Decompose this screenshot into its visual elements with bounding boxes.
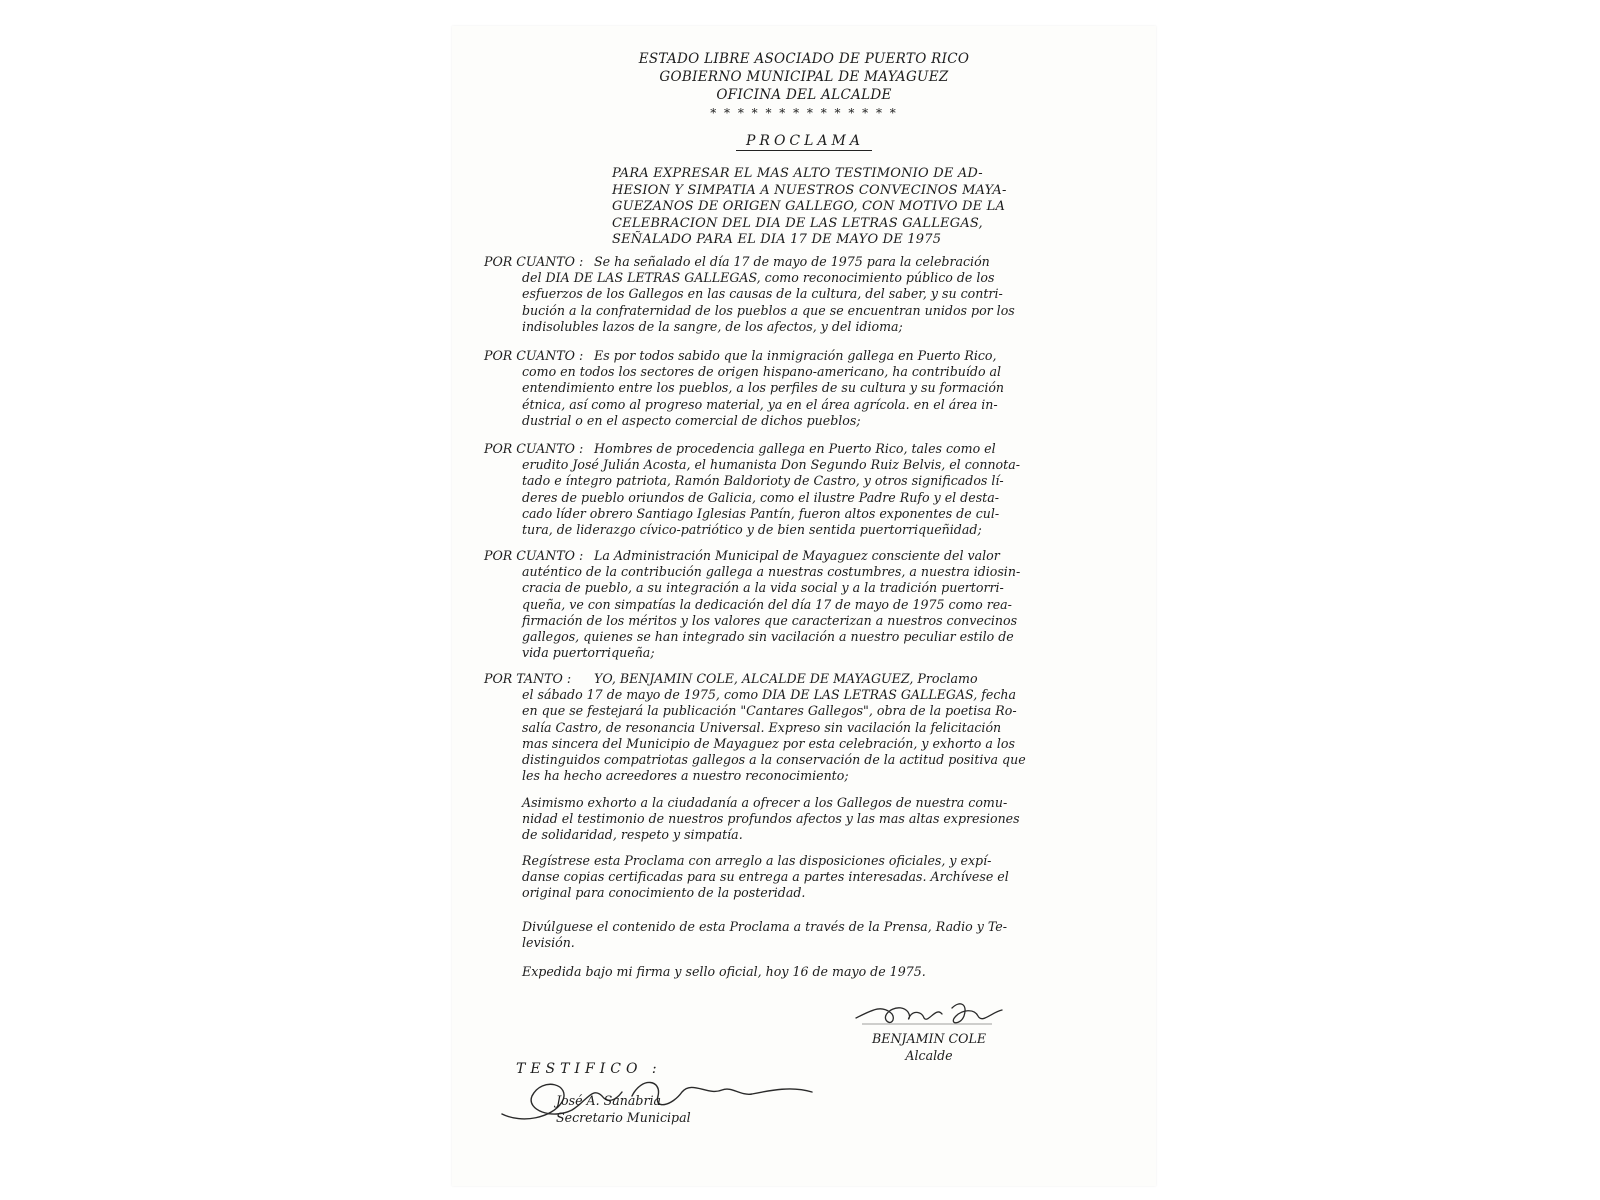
mayor-signature-block: [872, 1030, 986, 1064]
section-line: tura, de liderazgo cívico-patriótico y de bien sentida puertorriqueñidad;: [522, 522, 982, 538]
section-line: bución a la confraternidad de los pueblos a que se encuentran unidos por los: [522, 302, 1015, 318]
section-line: distinguidos compatriotas gallegos a la conservación de la actitud positiva que: [522, 752, 1026, 768]
section-line: gallegos, quienes se han integrado sin vacilación a nuestro peculiar estilo de: [522, 629, 1014, 645]
paragraph-expedida: [522, 964, 1082, 980]
witness-label: TESTIFICO :: [516, 1061, 662, 1077]
section-line: Hombres de procedencia gallega en Puerto Rico, tales como el: [594, 441, 996, 456]
paragraph-line: danse copias certificadas para su entrega a partes interesadas. Archívese el: [522, 869, 1009, 885]
section-label: POR CUANTO :: [484, 548, 584, 563]
section-line: queña, ve con simpatías la dedicación del día 17 de mayo de 1975 como rea-: [522, 596, 1012, 612]
section-por-cuanto-3: [484, 441, 1074, 538]
letterhead-line-3: OFICINA DEL ALCALDE: [716, 87, 892, 103]
paragraph-divulguese: [522, 919, 1082, 951]
section-line: como en todos los sectores de origen hispano-americano, ha contribuído al: [522, 364, 1002, 380]
section-line: mas sincera del Municipio de Mayaguez por esta celebración, y exhorto a los: [522, 735, 1015, 751]
section-label: POR CUANTO :: [484, 441, 584, 456]
paragraph-line: nidad el testimonio de nuestros profundos afectos y las mas altas expresiones: [522, 811, 1020, 827]
paragraph-line: original para conocimiento de la posteridad.: [522, 885, 806, 901]
section-line: salía Castro, de resonancia Universal. Expreso sin vacilación la felicitación: [522, 719, 1002, 735]
letterhead-line-1: ESTADO LIBRE ASOCIADO DE PUERTO RICO: [638, 51, 970, 67]
paragraph-asimismo: [522, 795, 1082, 844]
section-line: Es por todos sabido que la inmigración gallega en Puerto Rico,: [594, 348, 997, 363]
section-line: en que se festejará la publicación "Cantares Gallegos", obra de la poetisa Ro-: [522, 703, 1017, 719]
document-title-text: PROCLAMA: [736, 133, 872, 151]
section-line: cracia de pueblo, a su integración a la vida social y a la tradición puertorri-: [522, 580, 1004, 596]
mayor-title: Alcalde: [905, 1048, 953, 1063]
section-line: Se ha señalado el día 17 de mayo de 1975 para la celebración: [594, 254, 990, 269]
section-line: erudito José Julián Acosta, el humanista Don Segundo Ruiz Belvis, el connota-: [522, 457, 1020, 473]
intro-line: SEÑALADO PARA EL DIA 17 DE MAYO DE 1975: [612, 232, 942, 248]
section-line: el sábado 17 de mayo de 1975, como DIA DE LAS LETRAS GALLEGAS, fecha: [522, 687, 1017, 703]
section-por-tanto: [484, 671, 1074, 784]
intro-line: CELEBRACION DEL DIA DE LAS LETRAS GALLEGAS,: [612, 215, 983, 231]
mayor-handwritten-signature: [852, 994, 1012, 1034]
intro-line: PARA EXPRESAR EL MAS ALTO TESTIMONIO DE AD-: [612, 166, 983, 181]
paragraph-line: Divúlguese el contenido de esta Proclama a través de la Prensa, Radio y Te-: [522, 919, 1008, 934]
paragraph-line: levisión.: [522, 935, 575, 951]
section-por-cuanto-1: [484, 254, 1074, 335]
paragraph-registrese: [522, 853, 1082, 902]
mayor-name: BENJAMIN COLE: [872, 1031, 987, 1046]
paragraph-line: Asimismo exhorto a la ciudadanía a ofrecer a los Gallegos de nuestra comu-: [522, 795, 1008, 810]
paragraph-line: de solidaridad, respeto y simpatía.: [522, 827, 743, 843]
section-line: firmación de los méritos y los valores que caracterizan a nuestros convecinos: [522, 612, 1018, 628]
section-line: auténtico de la contribución gallega a nuestras costumbres, a nuestra idiosin-: [522, 564, 1021, 580]
section-line: cado líder obrero Santiago Iglesias Pantín, fueron altos exponentes de cul-: [522, 505, 1000, 521]
section-line: La Administración Municipal de Mayaguez consciente del valor: [594, 548, 1000, 563]
witness-name: José A. Sanabria: [556, 1093, 662, 1108]
paragraph-line: Regístrese esta Proclama con arreglo a las disposiciones oficiales, y expí-: [522, 853, 992, 868]
letterhead: [452, 50, 1156, 122]
section-line: les ha hecho acreedores a nuestro reconocimiento;: [522, 768, 849, 784]
intro-block: [612, 166, 1032, 249]
section-por-cuanto-4: [484, 548, 1074, 661]
section-line: tado e íntegro patriota, Ramón Baldorioty de Castro, y otros significados lí-: [522, 473, 1004, 489]
section-line: entendimiento entre los pueblos, a los perfiles de su cultura y su formación: [522, 380, 1005, 396]
section-line: deres de pueblo oriundos de Galicia, como el ilustre Padre Rufo y el desta-: [522, 489, 999, 505]
section-line: esfuerzos de los Gallegos en las causas de la cultura, del saber, y su contri-: [522, 286, 1003, 302]
proclamation-document: [452, 26, 1156, 1186]
paragraph-line: Expedida bajo mi firma y sello oficial, hoy 16 de mayo de 1975.: [522, 964, 926, 979]
intro-line: GUEZANOS DE ORIGEN GALLEGO, CON MOTIVO DE LA: [612, 199, 1006, 215]
document-title: [452, 133, 1156, 149]
section-line: YO, BENJAMIN COLE, ALCALDE DE MAYAGUEZ, Proclamo: [594, 671, 978, 686]
section-label: POR TANTO :: [484, 671, 572, 686]
section-por-cuanto-2: [484, 348, 1074, 429]
section-line: del DIA DE LAS LETRAS GALLEGAS, como reconocimiento público de los: [522, 270, 995, 286]
witness-signature-block: [556, 1092, 691, 1126]
section-line: vida puertorriqueña;: [522, 645, 655, 661]
section-line: indisolubles lazos de la sangre, de los afectos, y del idioma;: [522, 318, 903, 334]
letterhead-stars: * * * * * * * * * * * * * *: [710, 106, 898, 120]
letterhead-line-2: GOBIERNO MUNICIPAL DE MAYAGUEZ: [659, 69, 949, 85]
section-line: dustrial o en el aspecto comercial de dichos pueblos;: [522, 412, 861, 428]
witness-title: Secretario Municipal: [556, 1110, 691, 1125]
section-label: POR CUANTO :: [484, 348, 584, 363]
section-line: étnica, así como al progreso material, ya en el área agrícola. en el área in-: [522, 396, 998, 412]
intro-line: HESION Y SIMPATIA A NUESTROS CONVECINOS MAYA-: [612, 182, 1007, 198]
section-label: POR CUANTO :: [484, 254, 584, 269]
